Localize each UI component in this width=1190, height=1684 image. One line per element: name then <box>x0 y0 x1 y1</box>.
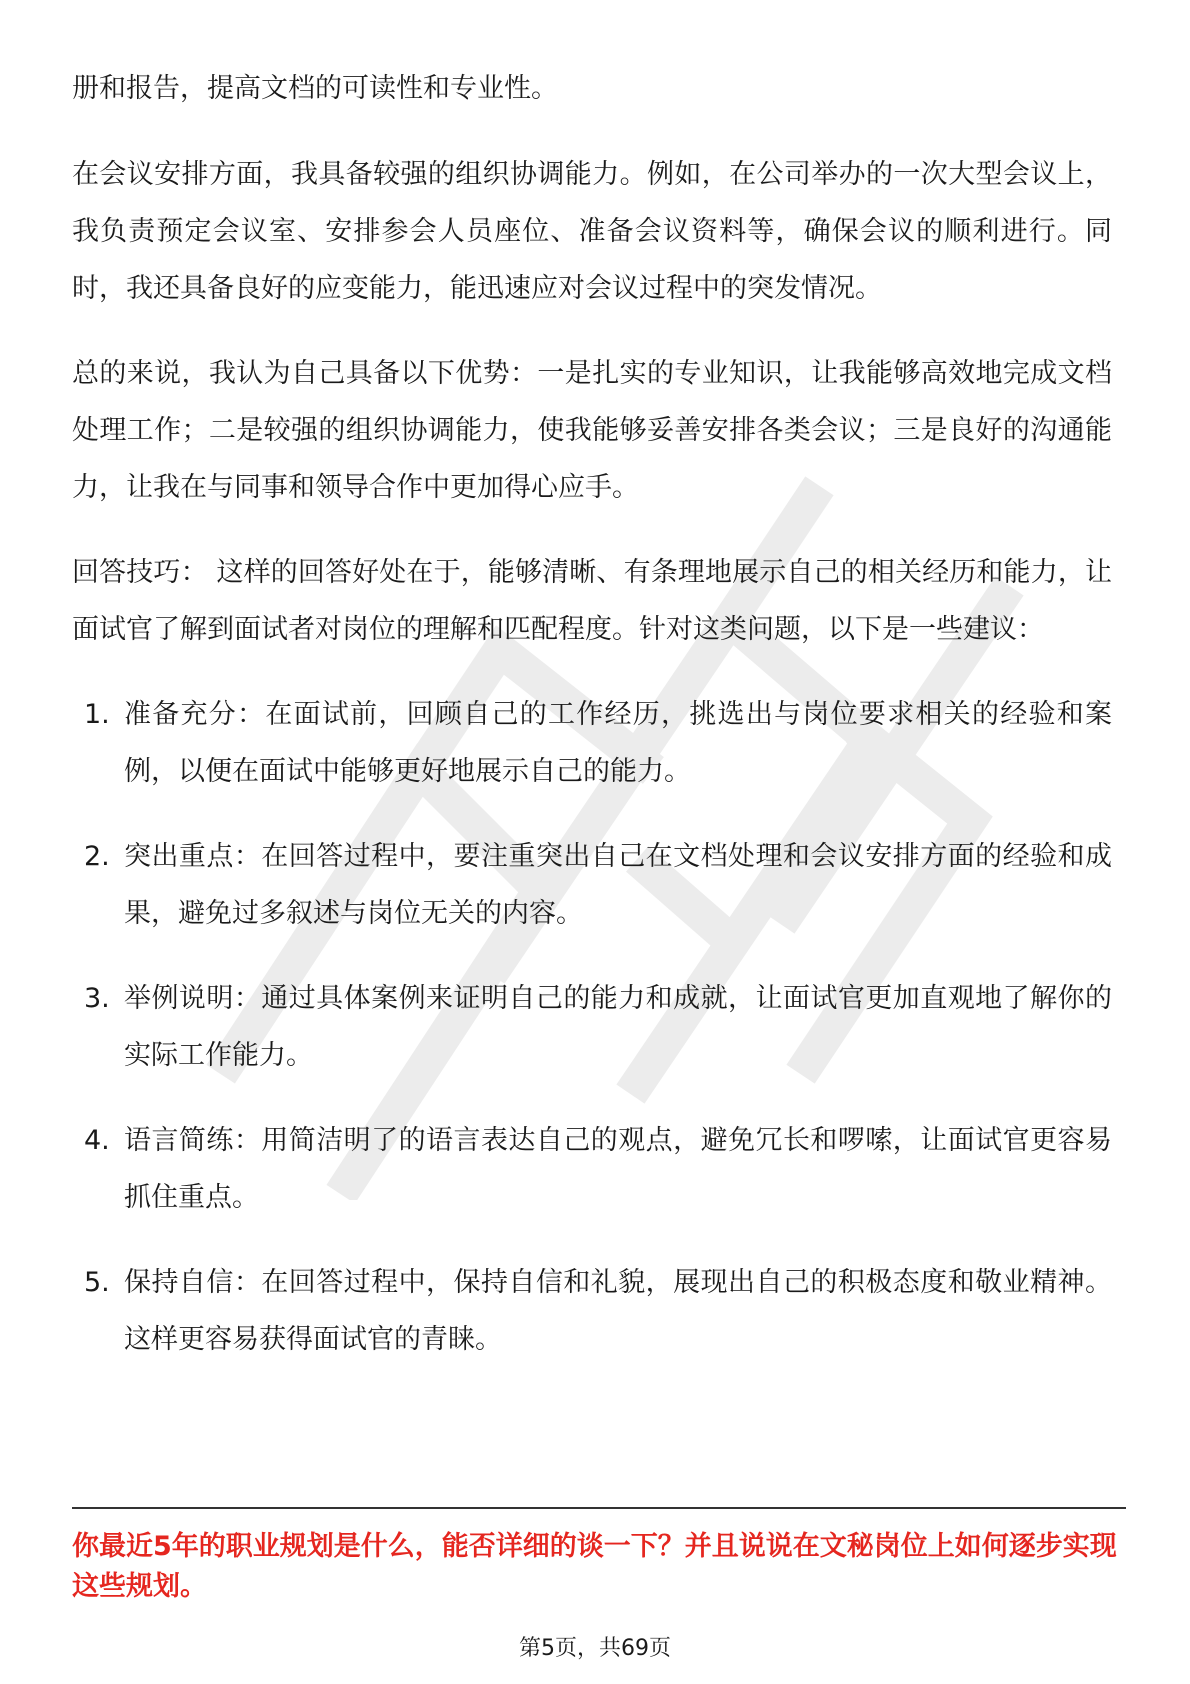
list-number: 2. <box>84 841 110 872</box>
list-item <box>72 1112 1112 1226</box>
paragraph-answer-tips: 回答技巧： 这样的回答好处在于，能够清晰、有条理地展示自己的相关经历和能力，让面试官了解到面试者对岗位的理解和匹配程度。针对这类问题，以下是一些建议： <box>72 557 1112 645</box>
list-item-text: 保持自信：在回答过程中，保持自信和礼貌，展现出自己的积极态度和敬业精神。这样更容易获得面试官的青睐。 <box>124 1267 1112 1355</box>
list-item <box>72 828 1112 942</box>
list-item-text: 突出重点：在回答过程中，要注重突出自己在文档处理和会议安排方面的经验和成果，避免过多叙述与岗位无关的内容。 <box>124 841 1112 929</box>
tips-list <box>72 686 1112 1368</box>
list-item <box>72 970 1112 1084</box>
list-number: 3. <box>84 983 110 1014</box>
list-item-text: 举例说明：通过具体案例来证明自己的能力和成就，让面试官更加直观地了解你的实际工作能力。 <box>124 983 1112 1071</box>
list-number: 1. <box>84 699 110 730</box>
paragraph-meeting-arrangement: 在会议安排方面，我具备较强的组织协调能力。例如，在公司举办的一次大型会议上，我负责预定会议室、安排参会人员座位、准备会议资料等，确保会议的顺利进行。同时，我还具备良好的应变能力，能迅速应对会议过程中的突发情况。 <box>72 159 1112 304</box>
list-item-text: 准备充分：在面试前，回顾自己的工作经历，挑选出与岗位要求相关的经验和案例，以便在面试中能够更好地展示自己的能力。 <box>124 699 1112 787</box>
paragraph-summary: 总的来说，我认为自己具备以下优势：一是扎实的专业知识，让我能够高效地完成文档处理工作；二是较强的组织协调能力，使我能够妥善安排各类会议；三是良好的沟通能力，让我在与同事和领导合作中更加得心应手。 <box>72 358 1112 503</box>
paragraph-continuation: 册和报告，提高文档的可读性和专业性。 <box>72 73 558 104</box>
list-number: 4. <box>84 1125 110 1156</box>
section-divider <box>72 1507 1126 1509</box>
list-number: 5. <box>84 1267 110 1298</box>
list-item-text: 语言简练：用简洁明了的语言表达自己的观点，避免冗长和啰嗦，让面试官更容易抓住重点。 <box>124 1125 1112 1213</box>
list-item <box>72 686 1112 800</box>
next-question-heading: 你最近5年的职业规划是什么，能否详细的谈一下？并且说说在文秘岗位上如何逐步实现这些规划。 <box>72 1531 1117 1602</box>
page-footer: 第5页，共69页 <box>519 1636 671 1661</box>
document-body <box>72 60 1112 1396</box>
list-item <box>72 1254 1112 1368</box>
